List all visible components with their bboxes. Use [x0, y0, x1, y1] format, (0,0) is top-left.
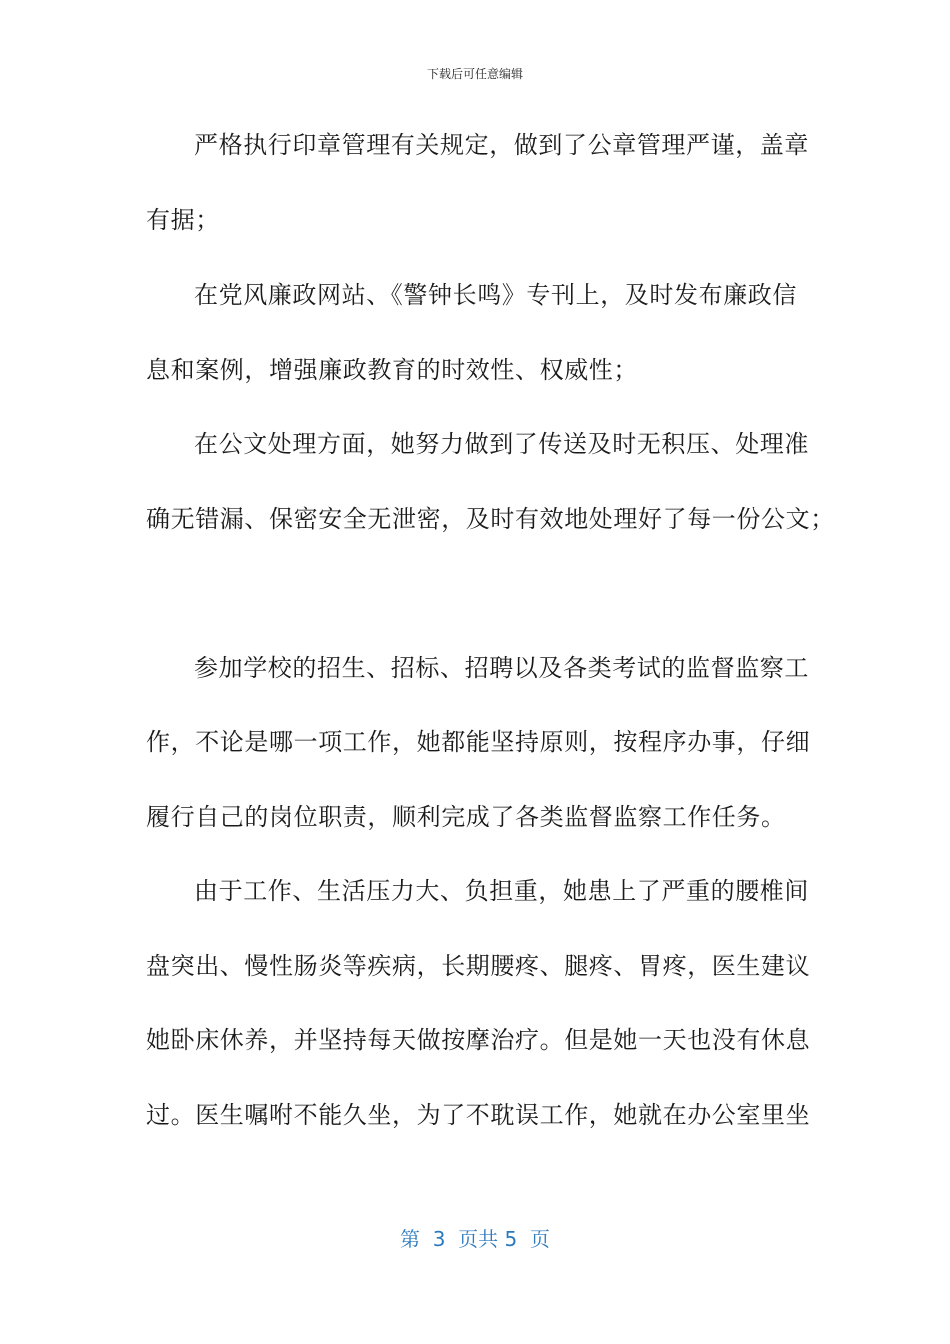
body-line: 履行自己的岗位职责，顺利完成了各类监督监察工作任务。: [146, 803, 786, 831]
body-line: 在公文处理方面，她努力做到了传送及时无积压、处理准: [194, 430, 809, 458]
body-line: 有据；: [146, 206, 220, 234]
page-header: 下载后可任意编辑: [426, 67, 523, 81]
body-line: 由于工作、生活压力大、负担重，她患上了严重的腰椎间: [194, 877, 809, 905]
page-number-footer: 第 3 页共 5 页: [400, 1227, 550, 1251]
body-line: 作，不论是哪一项工作，她都能坚持原则，按程序办事，仔细: [146, 728, 811, 756]
body-line: 严格执行印章管理有关规定，做到了公章管理严谨，盖章: [194, 131, 809, 159]
body-line: 在党风廉政网站、《警钟长鸣》专刊上，及时发布廉政信: [194, 281, 797, 309]
body-line: 过。医生嘱咐不能久坐，为了不耽误工作，她就在办公室里坐: [146, 1101, 811, 1129]
body-line: 她卧床休养，并坚持每天做按摩治疗。但是她一天也没有休息: [146, 1026, 811, 1054]
body-line: 确无错漏、保密安全无泄密，及时有效地处理好了每一份公文；: [146, 505, 835, 533]
body-line: 盘突出、慢性肠炎等疾病，长期腰疼、腿疼、胃疼，医生建议: [146, 952, 811, 980]
body-line: 息和案例，增强廉政教育的时效性、权威性；: [146, 356, 638, 384]
body-line: 参加学校的招生、招标、招聘以及各类考试的监督监察工: [194, 654, 809, 682]
